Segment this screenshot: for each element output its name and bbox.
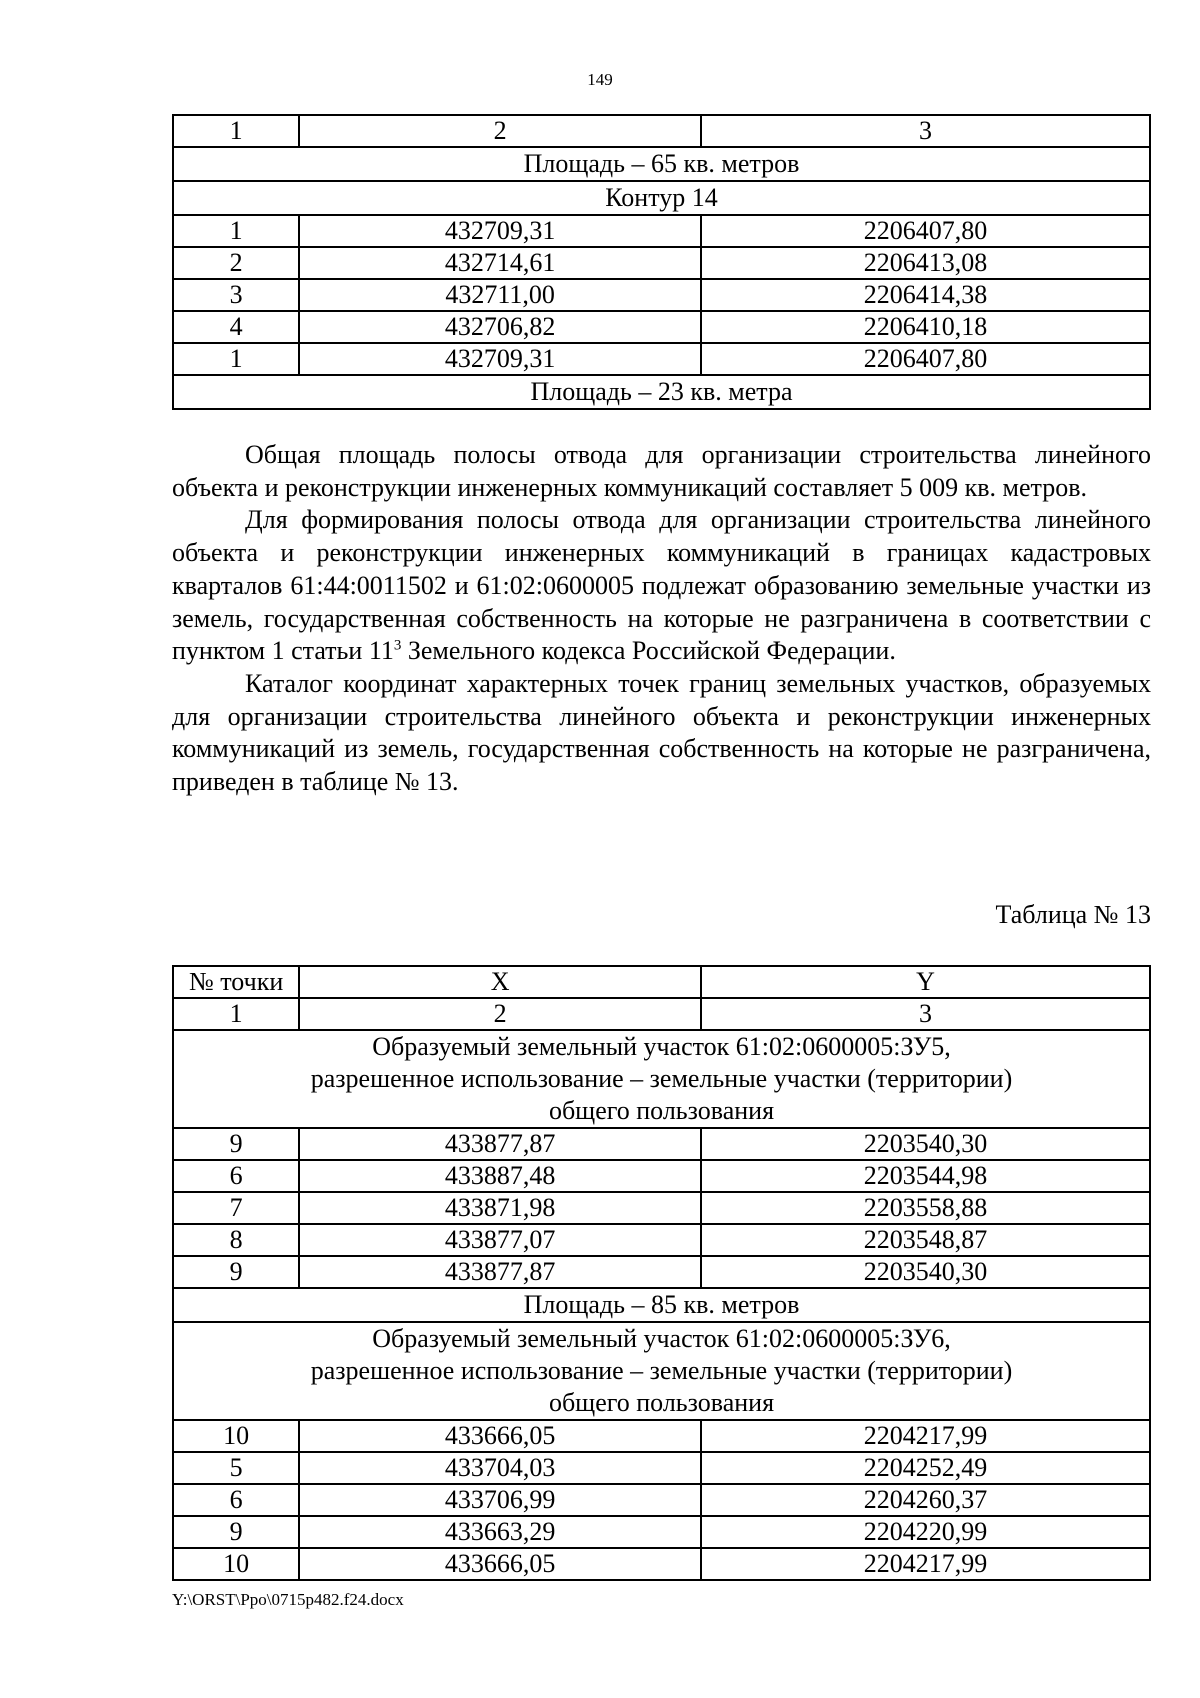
point-number: 3 (173, 279, 299, 311)
y-coordinate: 2203544,98 (701, 1160, 1150, 1192)
table-caption: Таблица № 13 (995, 900, 1151, 929)
x-coordinate: 433887,48 (299, 1160, 701, 1192)
table-row (173, 1256, 1150, 1288)
column-number-3: 3 (701, 998, 1150, 1030)
table-row (173, 1452, 1150, 1484)
table-row (173, 1420, 1150, 1452)
table-row (173, 279, 1150, 311)
point-number: 10 (173, 1420, 299, 1452)
x-coordinate: 432709,31 (299, 343, 701, 375)
table-row (173, 1192, 1150, 1224)
point-number: 6 (173, 1160, 299, 1192)
plot-title-line: разрешенное использование – земельные участки (территории) (310, 1064, 1013, 1093)
point-number: 4 (173, 311, 299, 343)
x-coordinate: 433666,05 (299, 1548, 701, 1580)
header-y: Y (701, 966, 1150, 998)
y-coordinate: 2204217,99 (701, 1420, 1150, 1452)
paragraph-land-formation (172, 504, 1151, 668)
plot-title-line: общего пользования (548, 1096, 775, 1125)
body-text (172, 439, 1151, 799)
column-number-2: 2 (299, 998, 701, 1030)
y-coordinate: 2206414,38 (701, 279, 1150, 311)
table-row (173, 1160, 1150, 1192)
point-number: 9 (173, 1256, 299, 1288)
column-number-3: 3 (701, 115, 1150, 147)
column-number-1: 1 (173, 998, 299, 1030)
x-coordinate: 433704,03 (299, 1452, 701, 1484)
x-coordinate: 433877,07 (299, 1224, 701, 1256)
y-coordinate: 2204260,37 (701, 1484, 1150, 1516)
x-coordinate: 433871,98 (299, 1192, 701, 1224)
header-point-number: № точки (173, 966, 299, 998)
point-number: 6 (173, 1484, 299, 1516)
column-number-2: 2 (299, 115, 701, 147)
y-coordinate: 2203540,30 (701, 1128, 1150, 1160)
x-coordinate: 433666,05 (299, 1420, 701, 1452)
plot-title-row (173, 1322, 1150, 1420)
y-coordinate: 2206410,18 (701, 311, 1150, 343)
point-number: 9 (173, 1128, 299, 1160)
table-row (173, 1224, 1150, 1256)
point-number: 1 (173, 215, 299, 247)
table-row (173, 1548, 1150, 1580)
contour-title: Контур 14 (173, 181, 1150, 215)
y-coordinate: 2206407,80 (701, 343, 1150, 375)
point-number: 7 (173, 1192, 299, 1224)
table-row (173, 343, 1150, 375)
paragraph-total-area: Общая площадь полосы отвода для организации строительства линейного объекта и реконструкции инженерных коммуникаций составляет 5 009 кв. метров. (172, 440, 1151, 502)
plot-title-line: Образуемый земельный участок 61:02:0600005:ЗУ6, (372, 1324, 951, 1353)
y-coordinate: 2204252,49 (701, 1452, 1150, 1484)
table-row (173, 1516, 1150, 1548)
y-coordinate: 2204220,99 (701, 1516, 1150, 1548)
area-cell: Площадь – 23 кв. метра (173, 375, 1150, 409)
y-coordinate: 2206407,80 (701, 215, 1150, 247)
x-coordinate: 432709,31 (299, 215, 701, 247)
table-row (173, 311, 1150, 343)
paragraph-text: Для формирования полосы отвода для организации строительства линейного объекта и реконструкции инженерных коммуникаций в границах кадастровых кварталов 61:44:0011502 и 61:02:0600005 подлежат образованию земельные участки из земель, государственная собственность на которые не разграничена в соответствии с пунктом 1 статьи 11 (172, 505, 1151, 666)
x-coordinate: 433877,87 (299, 1256, 701, 1288)
y-coordinate: 2206413,08 (701, 247, 1150, 279)
y-coordinate: 2203548,87 (701, 1224, 1150, 1256)
table-row (173, 215, 1150, 247)
table-header-row (173, 966, 1150, 998)
column-number-1: 1 (173, 115, 299, 147)
area-row (173, 375, 1150, 409)
table-row (173, 1128, 1150, 1160)
plot-title-line: разрешенное использование – земельные участки (территории) (310, 1356, 1013, 1385)
point-number: 2 (173, 247, 299, 279)
x-coordinate: 432714,61 (299, 247, 701, 279)
plot-title-row (173, 1030, 1150, 1128)
plot-title-line: Образуемый земельный участок 61:02:0600005:ЗУ5, (372, 1032, 951, 1061)
x-coordinate: 433663,29 (299, 1516, 701, 1548)
coordinates-table-13 (172, 965, 1151, 1581)
y-coordinate: 2203540,30 (701, 1256, 1150, 1288)
x-coordinate: 432706,82 (299, 311, 701, 343)
y-coordinate: 2203558,88 (701, 1192, 1150, 1224)
point-number: 5 (173, 1452, 299, 1484)
x-coordinate: 433877,87 (299, 1128, 701, 1160)
x-coordinate: 432711,00 (299, 279, 701, 311)
y-coordinate: 2204217,99 (701, 1548, 1150, 1580)
point-number: 9 (173, 1516, 299, 1548)
area-cell: Площадь – 65 кв. метров (173, 147, 1150, 181)
table-row (173, 1484, 1150, 1516)
area-row (173, 147, 1150, 181)
plot-title-zu5 (173, 1030, 1150, 1128)
point-number: 1 (173, 343, 299, 375)
paragraph-text: Земельного кодекса Российской Федерации. (401, 636, 896, 666)
coordinates-table-contour-14 (172, 114, 1151, 410)
page-number: 149 (587, 70, 613, 89)
point-number: 8 (173, 1224, 299, 1256)
point-number: 10 (173, 1548, 299, 1580)
plot-title-line: общего пользования (548, 1388, 775, 1417)
table-column-number-row (173, 115, 1150, 147)
paragraph-catalog: Каталог координат характерных точек границ земельных участков, образуемых для организации строительства линейного объекта и реконструкции инженерных коммуникаций из земель, государственная собственность на которые не разграничена, приведен в таблице № 13. (172, 668, 1151, 797)
contour-title-row (173, 181, 1150, 215)
table-column-number-row (173, 998, 1150, 1030)
table-row (173, 247, 1150, 279)
superscript: 3 (393, 637, 402, 654)
area-cell: Площадь – 85 кв. метров (173, 1288, 1150, 1322)
footer-file-path: Y:\ORST\Ppo\0715p482.f24.docx (172, 1590, 404, 1609)
header-x: X (299, 966, 701, 998)
plot-title-zu6 (173, 1322, 1150, 1420)
area-row (173, 1288, 1150, 1322)
x-coordinate: 433706,99 (299, 1484, 701, 1516)
